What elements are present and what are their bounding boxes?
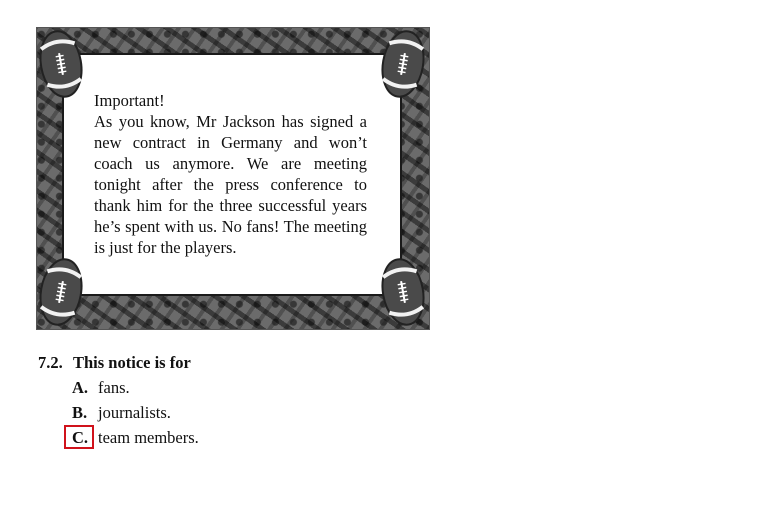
american-football-icon bbox=[32, 254, 89, 331]
question-number: 7.2. bbox=[38, 353, 63, 372]
notice-card bbox=[36, 27, 430, 330]
option-b[interactable] bbox=[72, 402, 199, 427]
question-text: This notice is for bbox=[73, 353, 191, 372]
option-c[interactable] bbox=[72, 427, 199, 452]
american-football-icon bbox=[374, 254, 431, 331]
notice-heading: Important! bbox=[94, 91, 165, 110]
option-letter: A. bbox=[72, 378, 89, 397]
option-text: fans. bbox=[98, 378, 130, 397]
answer-options bbox=[72, 377, 199, 452]
american-football-icon bbox=[32, 26, 89, 103]
option-text: journalists. bbox=[98, 403, 171, 422]
option-text: team members. bbox=[98, 428, 199, 447]
option-letter: B. bbox=[72, 403, 88, 422]
option-a[interactable] bbox=[72, 377, 199, 402]
selected-answer-marker bbox=[64, 425, 94, 449]
question-prompt bbox=[38, 352, 191, 374]
option-letter: C. bbox=[72, 428, 89, 447]
notice-text bbox=[94, 90, 367, 258]
notice-body: As you know, Mr Jackson has signed a new contract in Germany and won’t coach us anymore. We are meeting tonight after the press conference to thank him for the three successful years he’s spent with us. No fans! The meeting is just for the players. bbox=[94, 112, 367, 257]
american-football-icon bbox=[374, 26, 431, 103]
